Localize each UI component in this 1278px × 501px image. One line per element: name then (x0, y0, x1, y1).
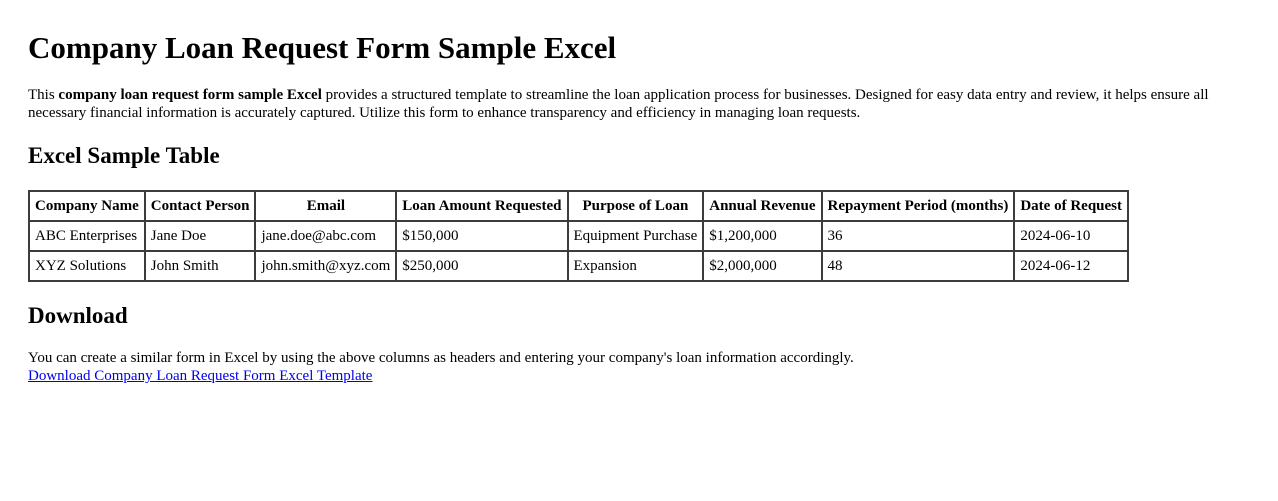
column-header-loan-amount: Loan Amount Requested (396, 191, 567, 221)
intro-prefix: This (28, 87, 59, 103)
cell-email: jane.doe@abc.com (255, 221, 396, 251)
page-title: Company Loan Request Form Sample Excel (28, 30, 617, 65)
cell-repayment-period: 48 (822, 251, 1015, 281)
cell-contact-person: John Smith (145, 251, 256, 281)
intro-suffix: provides a structured template to streamline the loan application process for businesses. Designed for easy data entry and review, it helps ensure all necessary financial information is accurately captured. Utilize this form to enhance transparency and efficiency in managing loan requests. (28, 87, 1209, 121)
cell-email: john.smith@xyz.com (255, 251, 396, 281)
cell-repayment-period: 36 (822, 221, 1015, 251)
cell-loan-amount: $150,000 (396, 221, 567, 251)
cell-annual-revenue: $1,200,000 (703, 221, 821, 251)
table-row (29, 221, 1128, 251)
download-description-text: You can create a similar form in Excel by using the above columns as headers and entering your company's loan information accordingly. (28, 350, 854, 366)
column-header-repayment-period: Repayment Period (months) (822, 191, 1015, 221)
download-section-heading: Download (28, 303, 128, 328)
table-header-row (29, 191, 1128, 221)
table-row (29, 251, 1128, 281)
cell-loan-amount: $250,000 (396, 251, 567, 281)
intro-paragraph (28, 86, 1250, 122)
download-description (28, 349, 1250, 385)
cell-contact-person: Jane Doe (145, 221, 256, 251)
table-section-heading: Excel Sample Table (28, 143, 220, 168)
cell-date: 2024-06-12 (1014, 251, 1128, 281)
cell-purpose: Expansion (568, 251, 704, 281)
column-header-email: Email (255, 191, 396, 221)
loan-request-table (28, 190, 1129, 282)
cell-purpose: Equipment Purchase (568, 221, 704, 251)
column-header-annual-revenue: Annual Revenue (703, 191, 821, 221)
cell-company-name: XYZ Solutions (29, 251, 145, 281)
column-header-purpose: Purpose of Loan (568, 191, 704, 221)
download-template-link[interactable]: Download Company Loan Request Form Excel Template (28, 368, 373, 384)
cell-company-name: ABC Enterprises (29, 221, 145, 251)
cell-annual-revenue: $2,000,000 (703, 251, 821, 281)
intro-bold-phrase: company loan request form sample Excel (58, 87, 322, 103)
column-header-contact-person: Contact Person (145, 191, 256, 221)
cell-date: 2024-06-10 (1014, 221, 1128, 251)
column-header-date: Date of Request (1014, 191, 1128, 221)
column-header-company-name: Company Name (29, 191, 145, 221)
